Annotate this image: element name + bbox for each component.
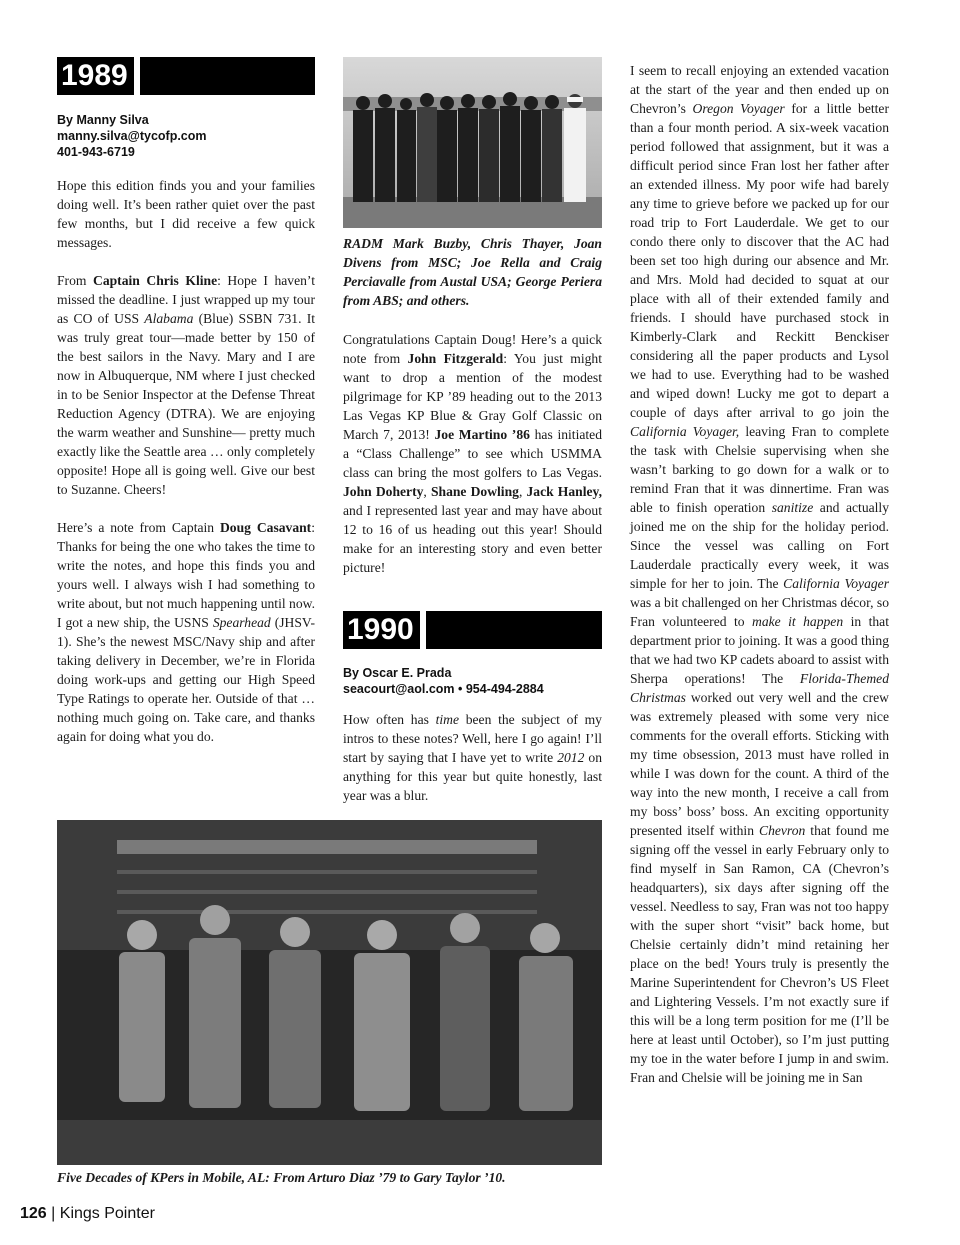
photo-bottom-caption: Five Decades of KPers in Mobile, AL: From Arturo Diaz ’79 to Gary Taylor ’10. [57,1170,506,1185]
photo-top-caption: RADM Mark Buzby, Chris Thayer, Joan Divens from MSC; Joe Rella and Craig Perciavalle from Austal USA; George Periera from ABS; and others. [343,236,602,308]
byline-1990 [343,665,544,697]
byline-1989 [57,112,207,160]
column-1-text [57,176,315,746]
author-phone: 401-943-6719 [57,145,135,159]
author-name: By Oscar E. Prada [343,666,452,680]
group-photo-bottom [57,820,602,1165]
paragraph: Congratulations Captain Doug! Here’s a quick note from John Fitzgerald: You just might want to drop a mention of the modest pilgrimage for KP ’89 heading out to the 2013 Las Vegas KP Blue & Gray Golf Classic on March 7, 2013! Joe Martino ’86 has initiated a “Class Challenge” to see which USMMA class can bring the most golfers to Las Vegas. John Doherty, Shane Dowling, Jack Hanley, and I represented last year and may have about 12 to 16 of us heading out this year! Should make for an interesting story and even better picture! [343,332,602,575]
author-contact[interactable]: seacourt@aol.com • 954-494-2884 [343,682,544,696]
group-photo-bottom-image [57,820,602,1165]
column-2-text [343,330,602,577]
page-footer [20,1204,155,1224]
paragraph: I seem to recall enjoying an extended vacation at the start of the year and then ended up on Chevron’s Oregon Voyager for a little better than a four month period. A six-week vacation period followed that assignment, but it was a difficult period since Fran lost her father after an extended illness. My poor wife had barely any time to grieve before we packed up for our road trip to Fort Lauderdale. We get to our condo there only to discover that the AC had been set too high during our absence and Mr. and Mrs. Mold had decided to squat at our place with all of their extended family and friends. I should have purchased stock in Kimberly-Clark and Reckitt Benckiser considering all the paper products and Lysol we had to use. Everything had to be washed and wiped down! Lucky me got to depart a couple of days after arrival to go join the California Voyager, leaving Fran to complete the task with Chelsie supervising when she wasn’t barking to go down for a walk or to remind Fran that it was dinnertime. Fran was able to finish operation sanitize and actually joined me on the ship for the holiday period. Since the vessel was calling on Fort Lauderdale practically every week, it was simple for her to join. The California Voyager was a bit challenged on her Christmas décor, so Fran volunteered to make it happen in that department prior to joining. It was a good thing that we had two KP cadets aboard to assist with Sherpa operations! The Florida-Themed Christmas worked out very well and the crew was extremely pleased with some very nice comments for the overall efforts. Sticking with my time obsession, 2013 must have rolled in while I was down for the count. A third of the way into the new month, I receive a call from my boss’ boss’ boss. An exciting opportunity presented itself within Chevron that found me signing off the vessel in early February only to find myself in San Ramon, CA (Chevron’s headquarters), six days after signing off the vessel. Needless to say, Fran was not too happy with the super short “visit” back home, but Chelsie certainly didn’t mind retaining her place on the bed! Yours truly is presently the Marine Superintendent for Chevron’s US Fleet and Lightering Vessels. I’m not exactly sure if this will be a long term position for me (I’ll be here at least until October), so I’m just putting my toe in the water before I jump in and swim. Fran and Chelsie will be joining me in San [630,63,890,1085]
author-email[interactable]: manny.silva@tycofp.com [57,129,207,143]
year-header-1989 [57,57,315,95]
publication-name: Kings Pointer [59,1205,155,1222]
column-3-text [630,61,889,1087]
year-label-1990: 1990 [343,611,420,649]
group-photo-top [343,57,602,228]
year-label-1989: 1989 [57,57,134,95]
group-photo-top-image [343,57,602,228]
year-header-1990 [343,611,602,649]
paragraph: From Captain Chris Kline: Hope I haven’t missed the deadline. I just wrapped up my tour as CO of USS Alabama (Blue) SSBN 731. It was truly great tour—made better by 150 of the best sailors in the Navy. Mary and I are now in Albuquerque, NM where I just checked in to be Senior Inspector at the Defense Threat Reduction Agency (DTRA). We are enjoying the warm weather and Sunshine— pretty much exactly like the Seattle area … only completely opposite! Hope all is going well. Give our best to Suzanne. Cheers! [57,273,316,497]
paragraph: Hope this edition finds you and your families doing well. It’s been rather quiet over the past few months, but I did receive a few quick messages. [57,178,315,250]
author-name: By Manny Silva [57,113,149,127]
column-2-text-1990 [343,710,602,805]
paragraph: Here’s a note from Captain Doug Casavant: Thanks for being the one who takes the time to write the notes, and hope this finds you and yours well. I always wish I had something to write about, but not much happening until now. I got a new ship, the USNS Spearhead (JHSV-1). She’s the newest MSC/Navy ship and after taking delivery in December, we’re in Florida doing work-ups and getting our High Speed Type Ratings to operate her. Outside of that … nothing much going on. Take care, and thanks again for doing what you do. [57,520,315,744]
paragraph: How often has time been the subject of my intros to these notes? Well, here I go again! I’ll start by saying that I have yet to write 2012 on anything for this year but quite honestly, last year was a blur. [343,712,602,803]
footer-separator: | [51,1205,56,1222]
page-number: 126 [20,1205,47,1222]
